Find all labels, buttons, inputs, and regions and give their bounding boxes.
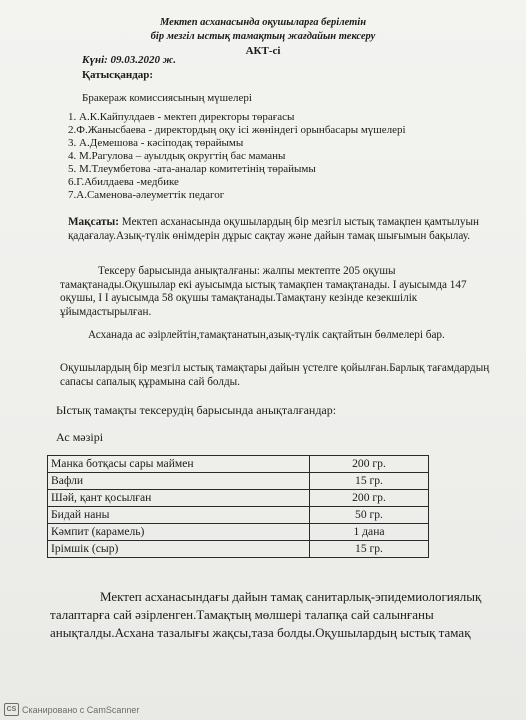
kitchen-paragraph	[60, 329, 500, 343]
table-row	[48, 473, 429, 490]
scanner-watermark-text: Сканировано с CamScanner	[22, 704, 140, 715]
menu-amount-cell: 50 гр.	[310, 507, 429, 524]
table-row	[48, 507, 429, 524]
table-row	[48, 524, 429, 541]
results-heading: Ыстық тамақты тексерудің барысында анықталғандар:	[56, 403, 337, 417]
hot-meal-paragraph	[60, 362, 510, 389]
hot-meal-text: Оқушылардың бір мезгіл ыстық тамақтары дайын үстелге қойылған.Барлық тағамдардың сапасы сапалық құрамына сай болды.	[60, 362, 490, 388]
goal-paragraph	[68, 216, 488, 243]
menu-amount-cell: 200 гр.	[310, 490, 429, 507]
title-line-3: АКТ-сі	[245, 45, 281, 57]
goal-label: Мақсаты:	[68, 216, 119, 228]
title-line-1: Мектеп асханасында оқушыларға берілетін	[159, 17, 367, 28]
menu-item-cell: Бидай наны	[48, 507, 310, 524]
check-text: Тексеру барысында анықталғаны: жалпы мектепте 205 оқушы тамақтанады.Оқушылар екі ауысымда ыстық тамақпен тамақтанады. І ауысымда 147 оқушы, І І ауысымда 58 оқушы тамақтанады.Тамақтану кезінде кезекшілік ұйымдастырылған.	[60, 265, 467, 318]
menu-amount-cell: 200 гр.	[310, 456, 429, 473]
conclusion-paragraph	[50, 588, 500, 642]
menu-item-cell: Ірімшік (сыр)	[48, 541, 310, 558]
menu-table	[47, 455, 429, 558]
member-item: 3. А.Демешова - кәсіподақ төрайымы	[68, 137, 244, 149]
title-line-2: бір мезгіл ыстық тамақтың жағдайын тексеру	[150, 31, 376, 42]
menu-item-cell: Вафли	[48, 473, 310, 490]
member-item: 5. М.Тлеумбетова -ата-аналар комитетінің төрайымы	[68, 163, 316, 175]
menu-amount-cell: 15 гр.	[310, 473, 429, 490]
document-title	[0, 16, 526, 58]
menu-amount-cell: 15 гр.	[310, 541, 429, 558]
member-item: 4. М.Рагулова – ауылдық округтің бас маманы	[68, 150, 286, 162]
table-row	[48, 490, 429, 507]
table-row	[48, 541, 429, 558]
meta-block	[82, 53, 176, 83]
conclusion-text: Мектеп асханасындағы дайын тамақ санитарлық-эпидемиологиялық талаптарға сай әзірленген.Тамақтың мөлшері талапқа сай салынғаны анықталды.Асхана тазалығы жақсы,таза болды.Оқушылардың ыстық тамақ	[50, 589, 482, 640]
participants-label: Қатысқандар:	[82, 69, 154, 81]
table-row	[48, 456, 429, 473]
menu-item-cell: Шәй, қант қосылған	[48, 490, 310, 507]
scanner-watermark	[4, 703, 139, 716]
member-item: 6.Г.Абилдаева -медбике	[68, 176, 179, 188]
members-list	[68, 111, 406, 202]
menu-label: Ас мәзірі	[56, 430, 104, 444]
menu-item-cell: Кәмпит (карамель)	[48, 524, 310, 541]
camscanner-logo-icon: CS	[4, 703, 19, 716]
document-date: Күні: 09.03.2020 ж.	[82, 54, 177, 66]
commission-heading: Бракераж комиссиясының мүшелері	[82, 92, 252, 104]
kitchen-text: Асханада ас әзірлейтін,тамақтанатын,азық-түлік сақтайтын бөлмелері бар.	[88, 329, 445, 341]
member-item: 2.Ф.Жаныcбаева - директордың оқу ісі жөніндегі орынбасары мүшелері	[68, 124, 406, 136]
menu-item-cell: Манка ботқасы сары маймен	[48, 456, 310, 473]
goal-text: Мектеп асханасында оқушылардың бір мезгіл ыстық тамақпен қамтылуын қадағалау.Азық-түлік өнімдерін дұрыс сақтау және дайын тамақ шығымын бақылау.	[68, 216, 479, 242]
member-item: 1. А.К.Кайпулдаев - мектеп директоры төрағасы	[68, 111, 295, 123]
member-item: 7.А.Саменова-әлеуметтік педагог	[68, 189, 225, 201]
menu-amount-cell: 1 дана	[310, 524, 429, 541]
check-paragraph	[60, 265, 500, 319]
